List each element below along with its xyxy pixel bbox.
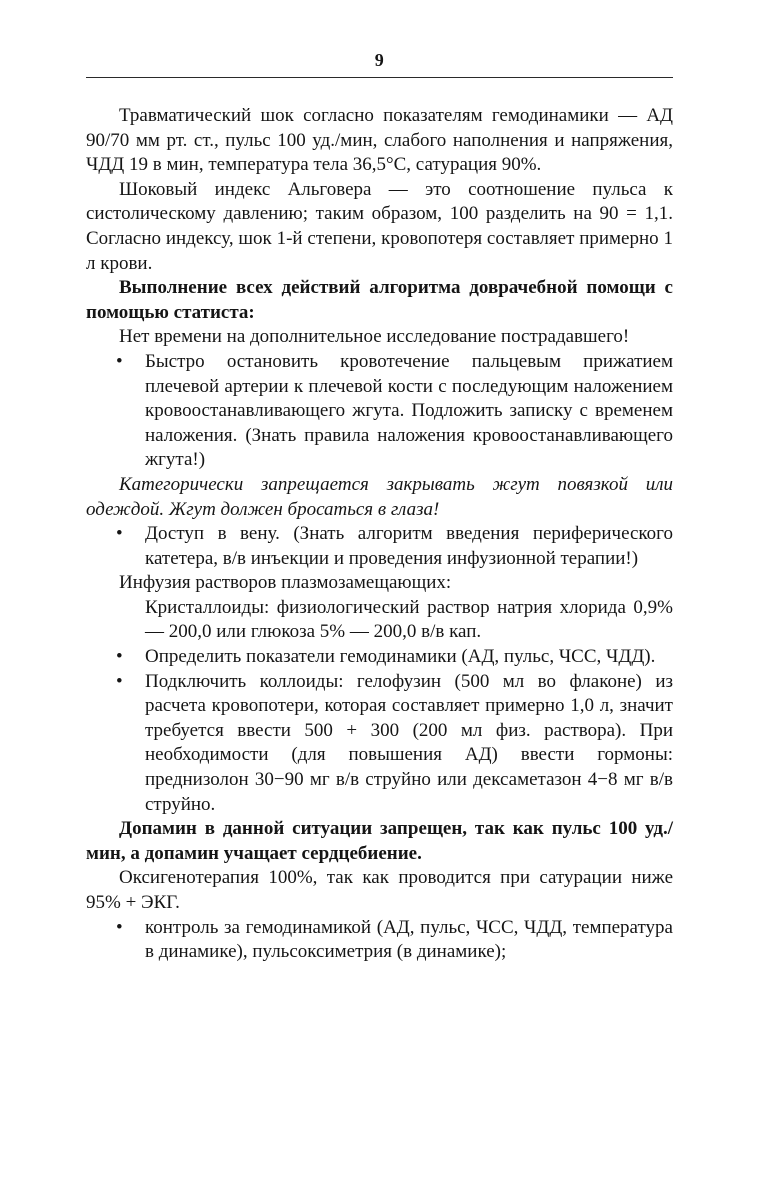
list-item-text: Доступ в вену. (Знать алгоритм введения периферического катетера, в/в инъекции и проведения инфузионной терапии!) xyxy=(145,523,673,569)
paragraph-crystalloids: Кристаллоиды: физиологический раствор натрия хлорида 0,9% — 200,0 или глюкоза 5% — 200,0 в/в кап. xyxy=(145,596,673,643)
paragraph-tourniquet-warning: Категорически запрещается закрывать жгут повязкой или одеждой. Жгут должен бросаться в глаза! xyxy=(86,473,673,520)
paragraph-algorithm-heading: Выполнение всех действий алгоритма доврачебной помощи с помощью статиста: xyxy=(86,277,673,323)
list-item-text: Подключить коллоиды: гелофузин (500 мл во флаконе) из расчета кровопотери, которая составляет примерно 1,0 л, значит требуется ввести 500 + 300 (200 мл физ. раствора). При необходимости (для повышения АД) ввести гормоны: преднизолон 30−90 мг в/в струйно или дексаметазон 4−8 мг в/в струйно. xyxy=(145,670,673,815)
paragraph-algover-index: Шоковый индекс Альговера — это соотношение пульса к систолическому давлению; таким образом, 100 разделить на 90 = 1,1. Согласно индексу, шок 1-й степени, кровопотеря составляет примерно 1 л крови. xyxy=(86,178,673,274)
page-header xyxy=(86,50,673,78)
header-rule xyxy=(86,77,673,78)
bullet-icon: • xyxy=(116,523,123,545)
paragraph-dopamine: Допамин в данной ситуации запрещен, так как пульс 100 уд./мин, а допамин учащает сердцебиение. xyxy=(86,818,673,864)
paragraph-no-time: Нет времени на дополнительное исследование пострадавшего! xyxy=(119,326,630,348)
page-number: 9 xyxy=(374,50,385,70)
bullet-icon: • xyxy=(116,350,123,372)
list-item-text: контроль за гемодинамикой (АД, пульс, ЧСС, ЧДД, температура в динамике), пульсоксиметрия (в динамике); xyxy=(145,916,673,963)
list-item-text: Определить показатели гемодинамики (АД, пульс, ЧСС, ЧДД). xyxy=(145,646,656,668)
paragraph-oxygen: Оксигенотерапия 100%, так как проводится при сатурации ниже 95% + ЭКГ. xyxy=(86,867,673,913)
page-body xyxy=(86,104,673,965)
list-item-colloids xyxy=(116,670,673,818)
list-item-text: Быстро остановить кровотечение пальцевым прижатием плечевой артерии к плечевой кости с последующим наложением кровоостанавливающего жгута. Подложить записку с временем наложения. (Знать правила наложения кровоостанавливающего жгута!) xyxy=(145,350,673,471)
list-item-control xyxy=(116,916,673,965)
paragraph-infusion: Инфузия растворов плазмозамещающих: xyxy=(119,572,452,594)
bullet-icon: • xyxy=(116,646,123,668)
bullet-icon: • xyxy=(116,916,123,938)
paragraph-shock-hemodynamics: Травматический шок согласно показателям гемодинамики — АД 90/70 мм рт. ст., пульс 100 уд./мин, слабого наполнения и напряжения, ЧДД 19 в мин, температура тела 36,5°С, сатурация 90%. xyxy=(86,105,673,176)
list-item-stop-bleeding xyxy=(116,350,673,473)
list-item-vein-access xyxy=(116,522,673,571)
list-item-hemodynamics xyxy=(116,645,673,670)
bullet-icon: • xyxy=(116,670,123,692)
